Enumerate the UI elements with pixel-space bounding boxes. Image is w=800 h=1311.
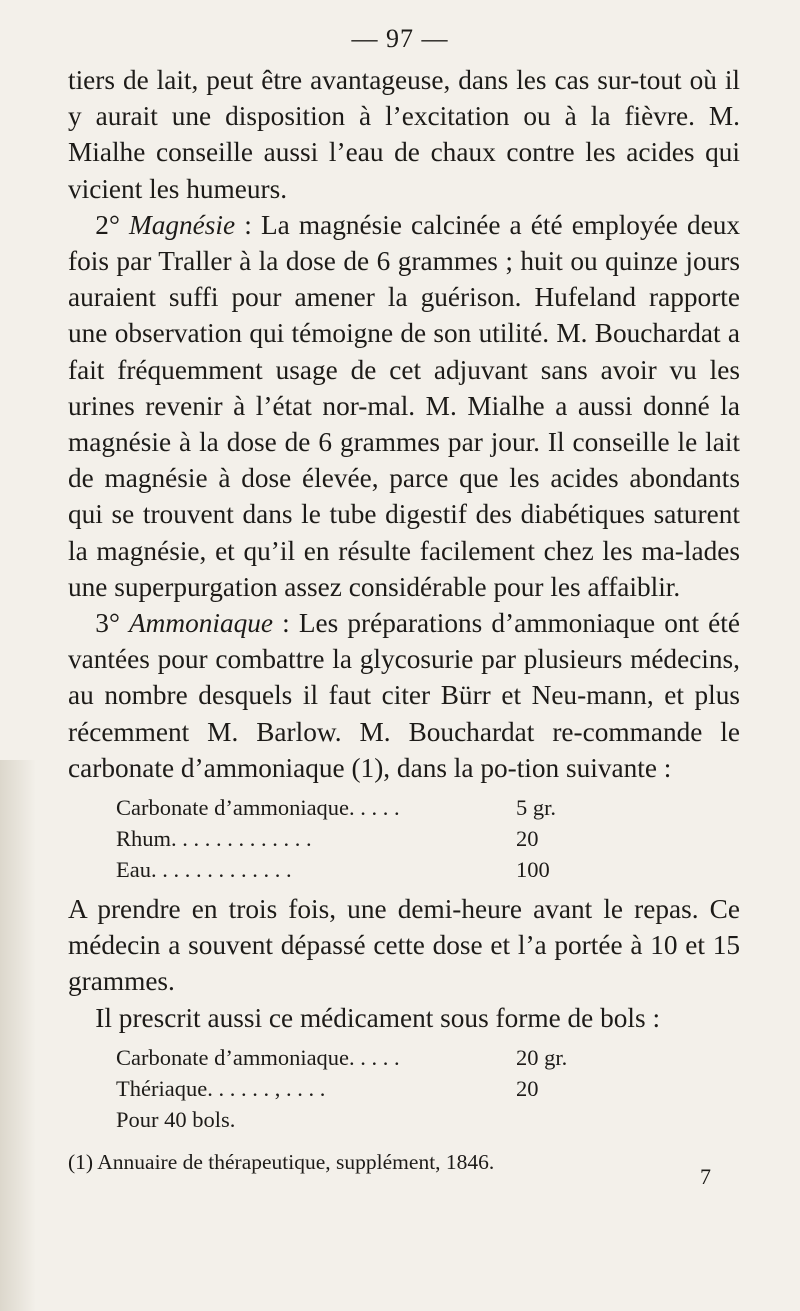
paragraph-text: Il prescrit aussi ce médicament sous forme de bols : (95, 1002, 661, 1033)
paragraph-text: : La magnésie calcinée a été employée deux fois par Traller à la dose de 6 grammes ; huit ou quinze jours auraient suffi pour amener la guérison. Hufeland rapporte une observation qui témoigne de son utilité. M. Bouchardat a fait fréquemment usage de cet adjuvant sans avoir vu les urines revenir à l’état nor-mal. M. Mialhe a aussi donné la magnésie à la dose de 6 grammes par jour. Il conseille le lait de magnésie à dose élevée, parce que les acides abondants qui se trouvent dans le tube digestif des diabétiques saturent la magnésie, et qu’il en résulte facilement chez les ma-lades une superpurgation assez considérable pour les affaiblir. (68, 209, 741, 602)
ingredient-name: Thériaque. . . . . . , . . . . (116, 1075, 326, 1101)
ingredient-quantity (516, 1104, 596, 1135)
recipe-row (116, 1104, 596, 1135)
recipe-row (116, 792, 596, 823)
ingredient-quantity: 20 gr. (516, 1044, 568, 1070)
paragraph-bols (68, 1000, 740, 1036)
ingredient-quantity: 20 (516, 826, 539, 852)
section-number: 3° (95, 608, 120, 639)
ingredient-quantity: 20 (516, 1075, 539, 1101)
recipe-bols (116, 1042, 596, 1135)
recipe-row (116, 1073, 596, 1104)
page-body (68, 62, 740, 1177)
paragraph-continuation: tiers de lait, peut être avantageuse, dans les cas sur-tout où il y aurait une disposition à l’excitation ou à la fièvre. M. Mialhe conseille aussi l’eau de chaux contre les acides qui vicient les humeurs. (68, 65, 740, 204)
section-label-magnesie: Magnésie (129, 209, 236, 240)
section-number: 2° (95, 209, 120, 240)
paragraph-dosage: A prendre en trois fois, une demi-heure avant le repas. Ce médecin a souvent dépassé cette dose et l’a portée à 10 et 15 grammes. (68, 894, 740, 997)
page-number: — 97 — (351, 24, 449, 53)
recipe-row (116, 823, 596, 854)
paragraph-text: : Les préparations d’ammoniaque ont été vantées pour combattre la glycosurie par plusieurs médecins, au nombre desquels il faut citer Bürr et Neu-mann, et plus récemment M. Barlow. M. Bouchardat re-commande le carbonate d’ammoniaque (1), dans la po-tion suivante : (68, 608, 740, 783)
paragraph-magnesie (68, 207, 740, 605)
recipe-potion (116, 792, 596, 885)
ingredient-quantity: 5 gr. (516, 795, 557, 821)
page-edge-shadow (0, 760, 36, 1311)
ingredient-name: Eau. . . . . . . . . . . . . (116, 857, 292, 883)
footnote: (1) Annuaire de thérapeutique, supplément, 1846. (68, 1149, 495, 1174)
section-label-ammoniaque: Ammoniaque (128, 608, 274, 639)
ingredient-name: Pour 40 bols. (116, 1106, 236, 1132)
signature-mark: 7 (700, 1164, 711, 1189)
paragraph-ammoniaque (68, 605, 740, 786)
ingredient-quantity: 100 (516, 857, 550, 883)
ingredient-name: Rhum. . . . . . . . . . . . . (116, 826, 312, 852)
recipe-row (116, 1042, 596, 1073)
ingredient-name: Carbonate d’ammoniaque. . . . . (116, 795, 400, 821)
ingredient-name: Carbonate d’ammoniaque. . . . . (116, 1044, 400, 1070)
recipe-row (116, 854, 596, 885)
